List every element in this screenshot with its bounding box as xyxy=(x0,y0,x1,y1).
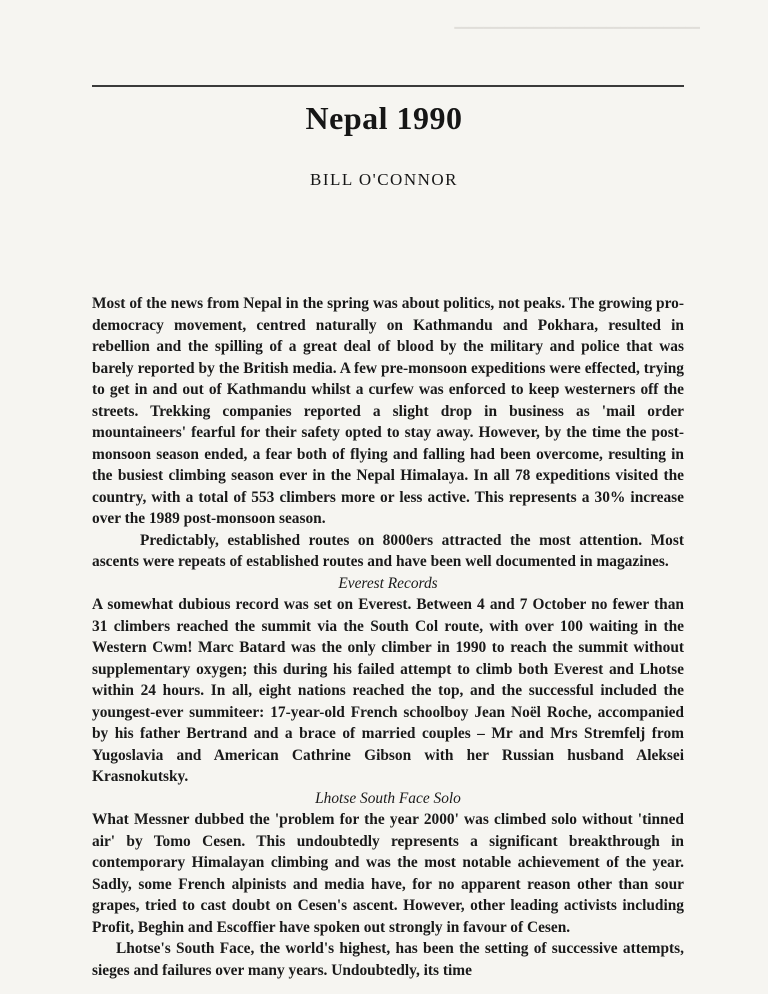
body-paragraph: A somewhat dubious record was set on Everest. Between 4 and 7 October no fewer than 31 climbers reached the summit via the South Col route, with over 100 waiting in the Western Cwm! Marc Batard was the only climber in 1990 to reach the summit without supplementary oxygen; this during his failed attempt to climb both Everest and Lhotse within 24 hours. In all, eight nations reached the top, and the successful included the youngest-ever summiteer: 17-year-old French schoolboy Jean Noël Roche, accompanied by his father Bertrand and a brace of married couples – Mr and Mrs Stremfelj from Yugoslavia and American Cathrine Gibson with her Russian husband Aleksei Krasnokutsky. xyxy=(92,596,684,785)
section-heading: Lhotse South Face Solo xyxy=(315,789,461,807)
top-rule xyxy=(92,85,684,87)
bleed-through-running-head xyxy=(300,56,312,68)
body-paragraph: Predictably, established routes on 8000ers attracted the most attention. Most ascents were repeats of established routes and have been well documented in magazines. xyxy=(92,531,684,570)
body-paragraph: Most of the news from Nepal in the spring was about politics, not peaks. The growing pro-democracy movement, centred naturally on Kathmandu and Pokhara, resulted in rebellion and the spilling of a great deal of blood by the military and police that was barely reported by the British media. A few pre-monsoon expeditions were effected, trying to get in and out of Kathmandu whilst a curfew was enforced to keep westerners off the streets. Trekking companies reported a slight drop in business as 'mail order mountaineers' fearful for their safety opted to stay away. However, by the time the post-monsoon season ended, a fear both of flying and falling had been overcome, resulting in the busiest climbing season ever in the Nepal Himalaya. In all 78 expeditions visited the country, with a total of 553 climbers more or less active. This represents a 30% increase over the 1989 post-monsoon season. xyxy=(92,295,684,527)
article-author: BILL O'CONNOR xyxy=(309,170,458,189)
body-paragraph: Lhotse's South Face, the world's highest, has been the setting of successive attempts, sieges and failures over many years. Undoubtedly, its time xyxy=(92,940,684,979)
body-paragraph: What Messner dubbed the 'problem for the year 2000' was climbed solo without 'tinned air' by Tomo Cesen. This undoubtedly represents a significant breakthrough in contemporary Himalayan climbing and was the most notable achievement of the year. Sadly, some French alpinists and media have, for no apparent reason other than sour grapes, tried to cast doubt on Cesen's ascent. However, other leading activists including Profit, Beghin and Escoffier have spoken out strongly in favour of Cesen. xyxy=(92,811,684,936)
article-body xyxy=(92,293,684,981)
section-heading: Everest Records xyxy=(338,574,438,592)
article-title: Nepal 1990 xyxy=(305,100,463,136)
bleed-through-text: ━━━━━━━━━━━━━━━━━━━━━━━━━━━━━━━━━━ xyxy=(454,21,700,35)
